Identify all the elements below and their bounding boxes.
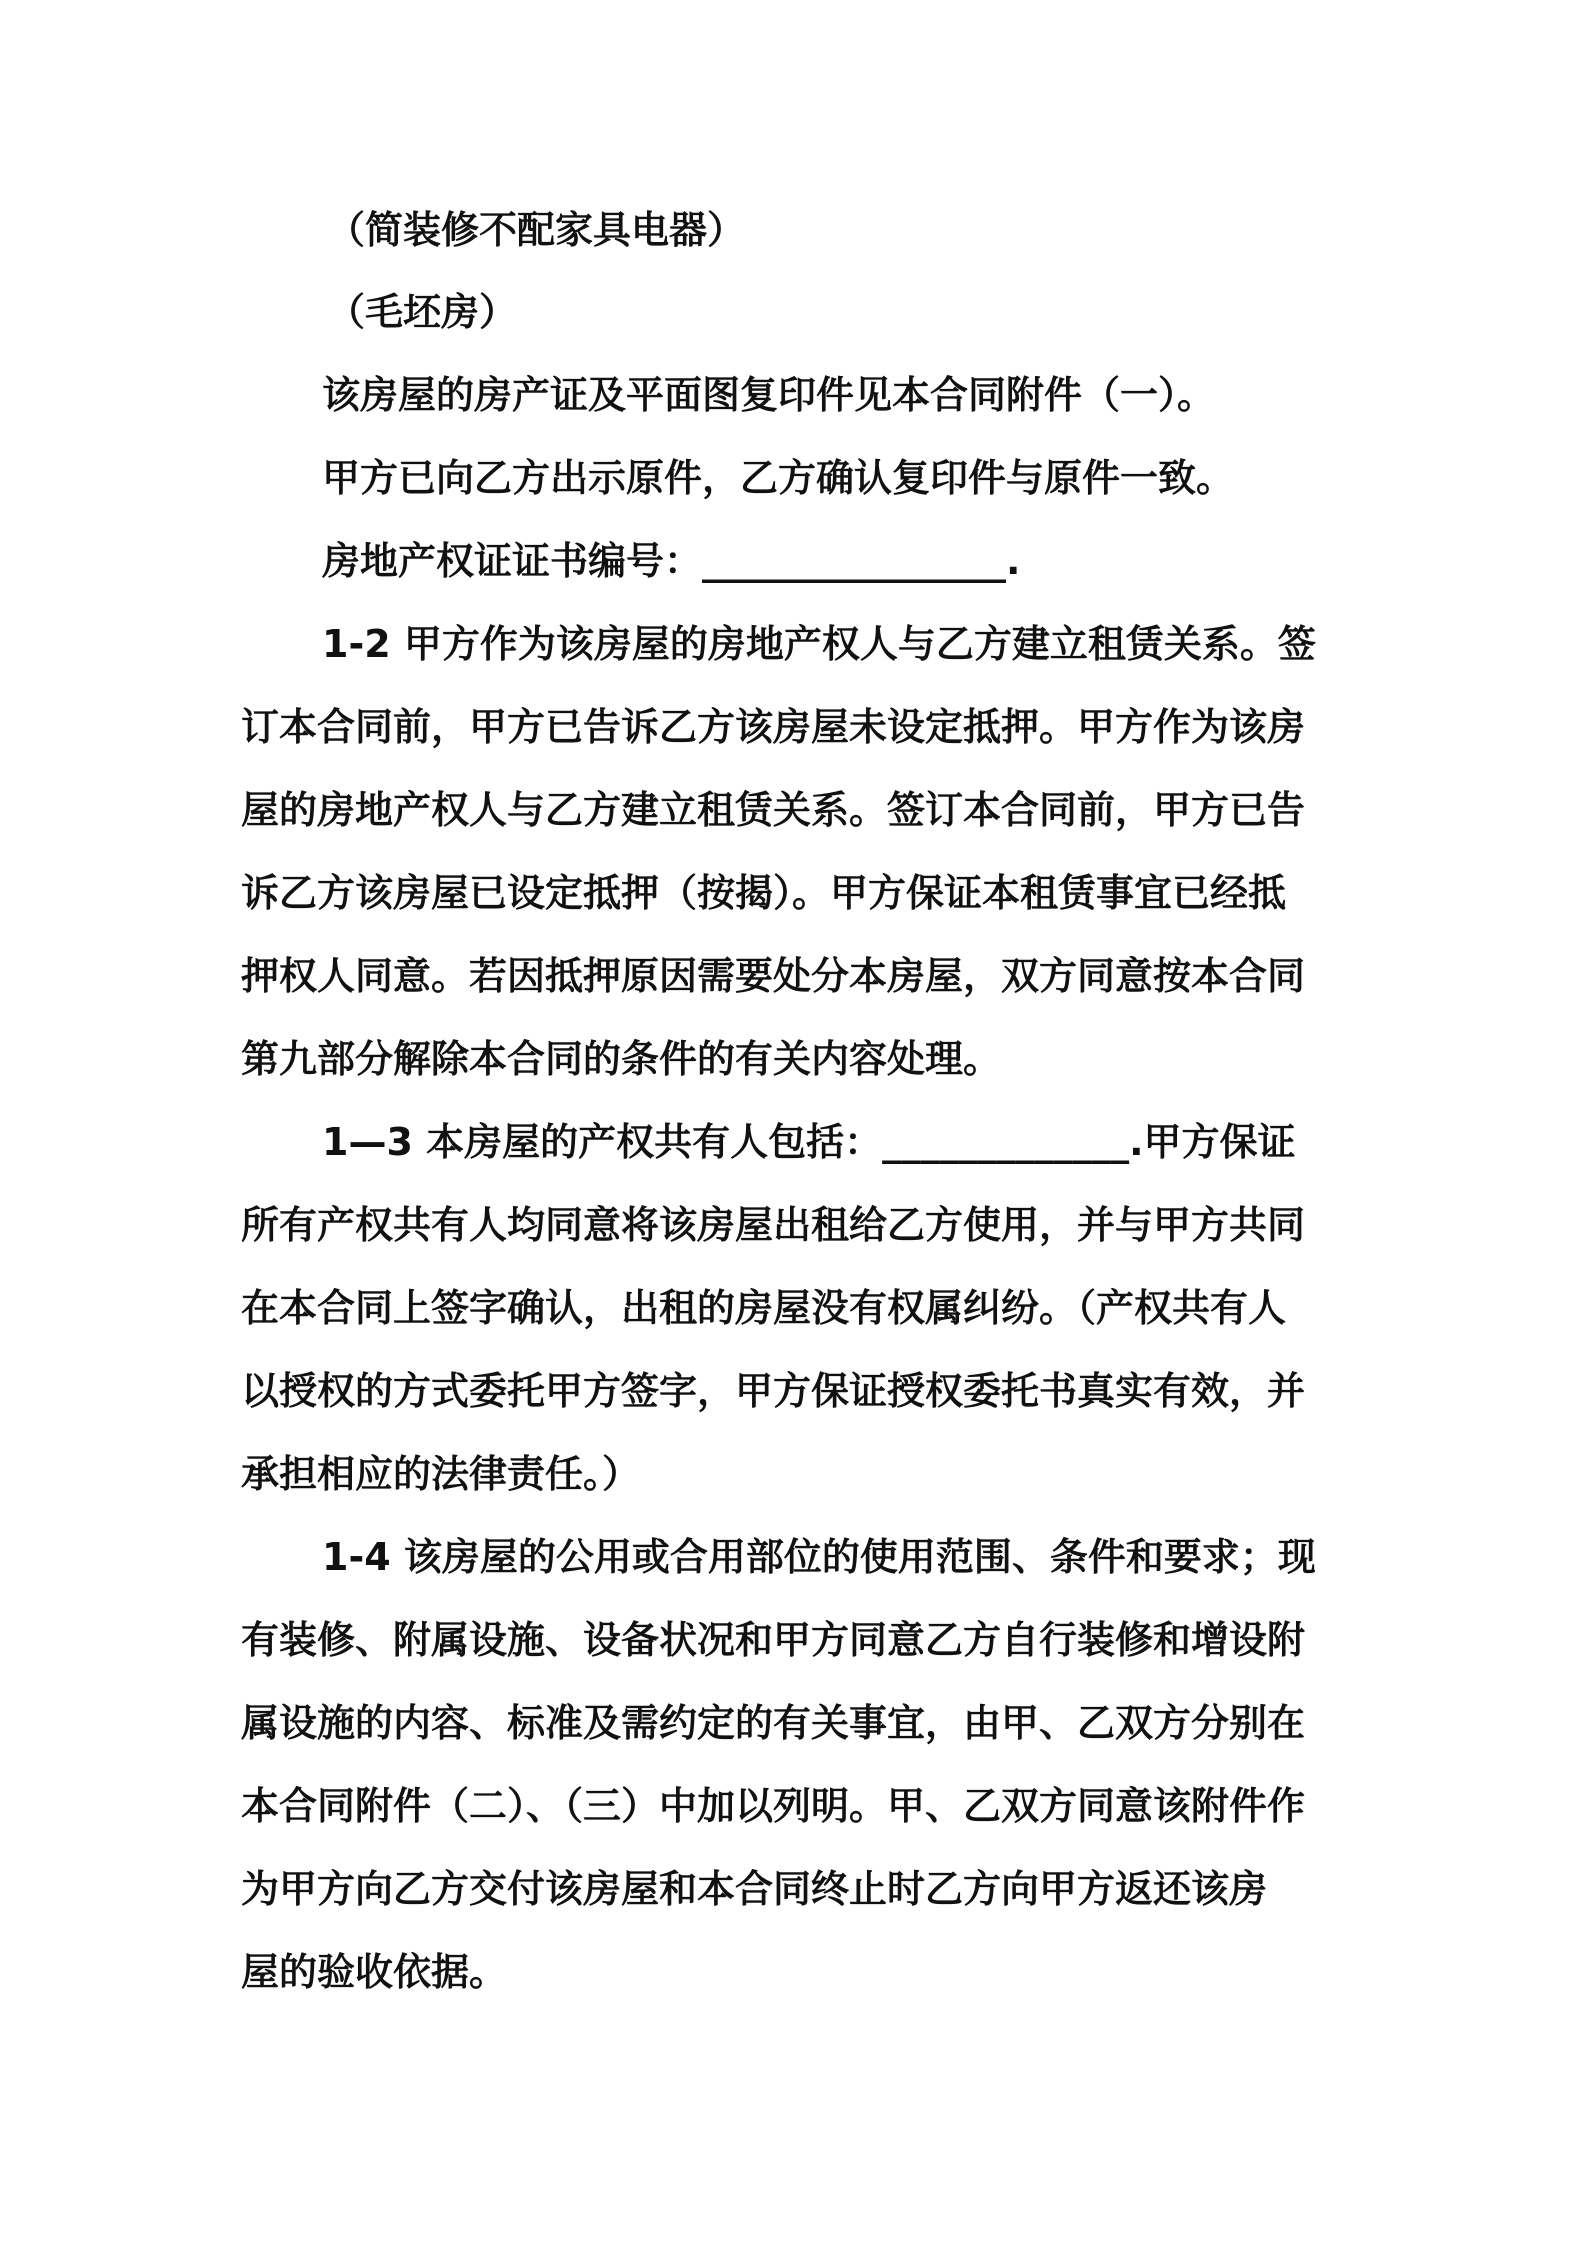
text-line: （简装修不配家具电器）	[327, 208, 746, 252]
text-line: 1-4 该房屋的公用或合用部位的使用范围、条件和要求；现	[322, 1535, 1316, 1579]
text-line: 第九部分解除本合同的条件的有关内容处理。	[241, 1037, 1002, 1081]
text-line: 本合同附件（二）、（三）中加以列明。甲、乙双方同意该附件作	[241, 1784, 1306, 1828]
text-line: 1—3 本房屋的产权共有人包括：_____________.甲方保证	[322, 1120, 1296, 1164]
text-line: 为甲方向乙方交付该房屋和本合同终止时乙方向甲方返还该房	[241, 1867, 1268, 1911]
text-line: 该房屋的房产证及平面图复印件见本合同附件（一）。	[322, 373, 1216, 417]
text-line: 1-2 甲方作为该房屋的房地产权人与乙方建立租赁关系。签	[322, 622, 1316, 666]
text-line: 屋的验收依据。	[241, 1950, 508, 1994]
text-line: 承担相应的法律责任。）	[241, 1452, 641, 1496]
text-line: 房地产权证证书编号：________________.	[322, 539, 1021, 583]
text-line: 在本合同上签字确认，出租的房屋没有权属纠纷。（产权共有人	[241, 1286, 1287, 1330]
text-line: 订本合同前，甲方已告诉乙方该房屋未设定抵押。甲方作为该房	[241, 705, 1306, 749]
text-line: 属设施的内容、标准及需约定的有关事宜，由甲、乙双方分别在	[241, 1701, 1306, 1745]
text-line: 甲方已向乙方出示原件，乙方确认复印件与原件一致。	[322, 456, 1235, 500]
text-line: 以授权的方式委托甲方签字，甲方保证授权委托书真实有效，并	[241, 1369, 1306, 1413]
text-line: 诉乙方该房屋已设定抵押（按揭）。甲方保证本租赁事宜已经抵	[241, 871, 1287, 915]
text-line: 屋的房地产权人与乙方建立租赁关系。签订本合同前，甲方已告	[241, 788, 1306, 832]
text-line: 所有产权共有人均同意将该房屋出租给乙方使用，并与甲方共同	[241, 1203, 1306, 1247]
text-line: 押权人同意。若因抵押原因需要处分本房屋，双方同意按本合同	[241, 954, 1306, 998]
text-line: （毛坯房）	[327, 290, 518, 334]
text-line: 有装修、附属设施、设备状况和甲方同意乙方自行装修和增设附	[241, 1618, 1306, 1662]
